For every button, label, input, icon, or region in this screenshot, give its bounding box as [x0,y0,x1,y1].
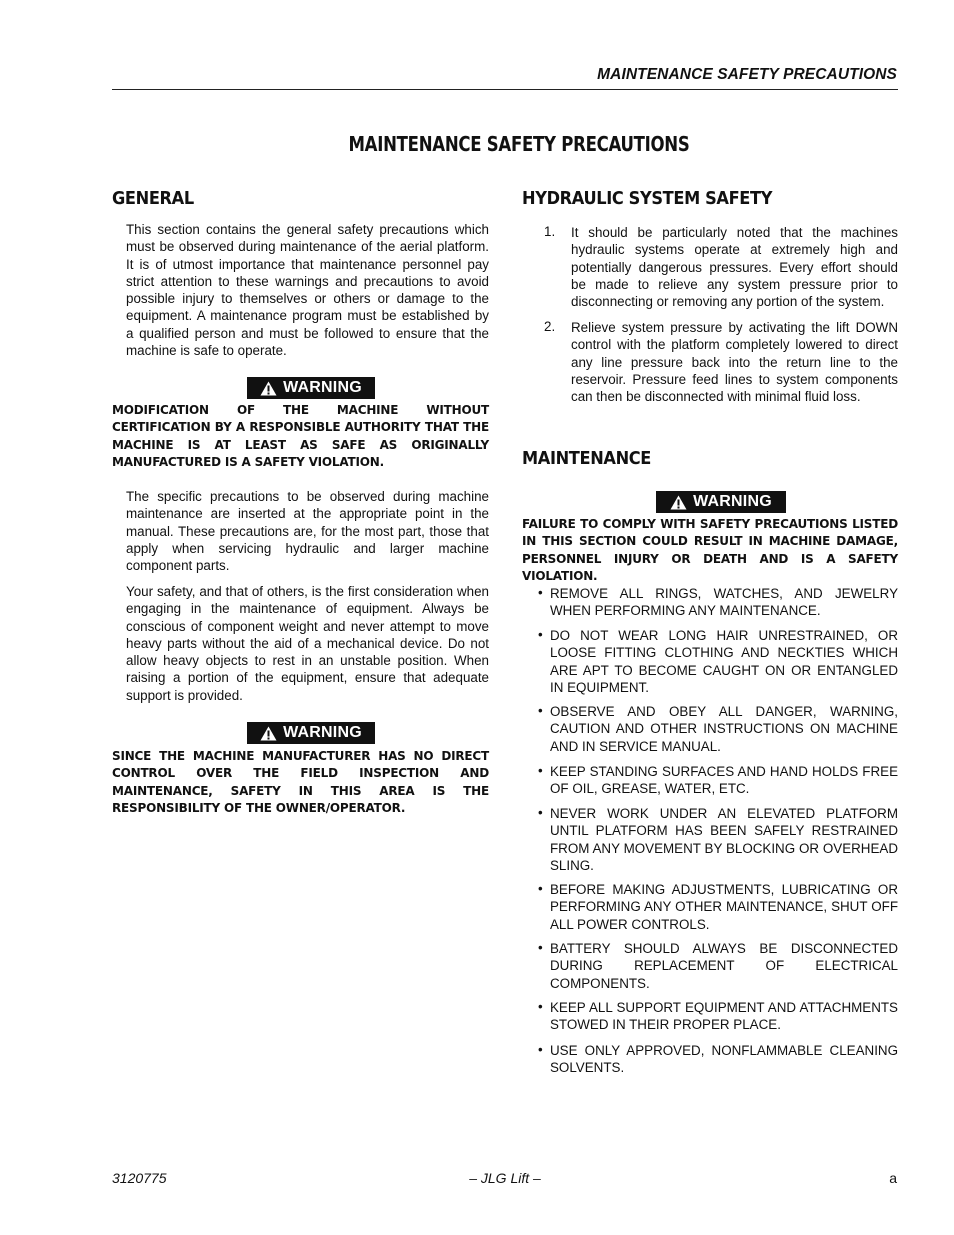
warning-badge-2 [247,722,375,744]
list-item-text: REMOVE ALL RINGS, WATCHES, AND JEWELRY WHEN PERFORMING ANY MAINTENANCE. [550,586,898,619]
list-item-text: KEEP STANDING SURFACES AND HAND HOLDS FREE OF OIL, GREASE, WATER, ETC. [550,764,898,797]
list-item-text: Relieve system pressure by activating the lift DOWN control with the platform completely lowered to direct any line pressure back into the return line to the reservoir. Pressure feed lines to system components can then be disconnected with minimal fluid loss. [571,320,898,405]
maintenance-heading: MAINTENANCE [522,448,652,469]
running-header-title: MAINTENANCE SAFETY PRECAUTIONS [597,66,897,83]
warning-triangle-icon [260,381,277,396]
warning-triangle-icon [670,495,687,510]
header-rule [112,89,898,90]
warning-label: WARNING [693,493,772,510]
bullet-mark: • [538,1042,543,1057]
bullet-mark: • [538,763,543,778]
list-item-number: 2. [544,319,556,334]
general-intro-paragraph: This section contains the general safety precautions which must be observed during maintenance of the aerial platform. It is of utmost importance that maintenance personnel pay strict attention to these warnings and precautions to avoid possible injury to themselves or others or damage to the equipment. A maintenance program must be established by a qualified person and must be followed to ensure that the machine is safe to operate. [126,222,489,359]
footer-page-number: a [889,1170,897,1186]
bullet-mark: • [538,940,543,955]
bullet-mark: • [538,881,543,896]
list-item-text: KEEP ALL SUPPORT EQUIPMENT AND ATTACHMENTS STOWED IN THEIR PROPER PLACE. [550,1000,898,1033]
list-item-text: NEVER WORK UNDER AN ELEVATED PLATFORM UNTIL PLATFORM HAS BEEN SAFELY RESTRAINED FROM ANY MOVEMENT BY BLOCKING OR OVERHEAD SLING. [550,806,898,873]
bullet-mark: • [538,627,543,642]
bullet-mark: • [538,999,543,1014]
page-title: MAINTENANCE SAFETY PRECAUTIONS [348,132,690,156]
your-safety-paragraph: Your safety, and that of others, is the first consideration when engaging in the maintenance of equipment. Always be conscious of component weight and never attempt to move heavy parts without the aid of a mechanical device. Do not allow heavy objects to rest in an unstable position. When raising a portion of the equipment, ensure that adequate support is provided. [126,584,489,703]
warning-badge-1 [247,377,375,399]
bullet-mark: • [538,805,543,820]
list-item-text: It should be particularly noted that the machines hydraulic systems operate at extremely high and potentially dangerous pressures. Every effort should be made to relieve any system pressure prior to disconnecting or removing any portion of the system. [571,225,898,310]
list-item-number: 1. [544,224,556,239]
bullet-mark: • [538,585,543,600]
warning-text-1: MODIFICATION OF THE MACHINE WITHOUT CERTIFICATION BY A RESPONSIBLE AUTHORITY THAT THE MACHINE IS AT LEAST AS SAFE AS ORIGINALLY MANUFACTURED IS A SAFETY VIOLATION. [112,403,489,470]
hydraulic-heading: HYDRAULIC SYSTEM SAFETY [522,188,773,209]
list-item-text: BATTERY SHOULD ALWAYS BE DISCONNECTED DURING REPLACEMENT OF ELECTRICAL COMPONENTS. [550,941,898,991]
bullet-mark: • [538,703,543,718]
specific-precautions-paragraph: The specific precautions to be observed during machine maintenance are inserted at the appropriate point in the manual. These precautions are, for the most part, those that apply when servicing hydraulic and larger machine component parts. [126,489,489,574]
general-heading: GENERAL [112,188,194,209]
warning-triangle-icon [260,726,277,741]
warning-badge-3 [656,491,786,513]
list-item-text: USE ONLY APPROVED, NONFLAMMABLE CLEANING SOLVENTS. [550,1043,898,1076]
list-item-text: OBSERVE AND OBEY ALL DANGER, WARNING, CAUTION AND OTHER INSTRUCTIONS ON MACHINE AND IN SERVICE MANUAL. [550,704,898,754]
warning-label: WARNING [283,379,362,396]
warning-text-2: SINCE THE MACHINE MANUFACTURER HAS NO DIRECT CONTROL OVER THE FIELD INSPECTION AND MAINTENANCE, SAFETY IN THIS AREA IS THE RESPONSIBILITY OF THE OWNER/OPERATOR. [112,749,489,816]
warning-text-3: FAILURE TO COMPLY WITH SAFETY PRECAUTIONS LISTED IN THIS SECTION COULD RESULT IN MACHINE DAMAGE, PERSONNEL INJURY OR DEATH AND IS A SAFETY VIOLATION. [522,517,898,584]
list-item-text: DO NOT WEAR LONG HAIR UNRESTRAINED, OR LOOSE FITTING CLOTHING AND NECKTIES WHICH ARE APT TO BECOME CAUGHT ON OR ENTANGLED IN EQUIPMENT. [550,628,898,695]
footer-doc-number: 3120775 [112,1170,167,1186]
warning-label: WARNING [283,724,362,741]
list-item-text: BEFORE MAKING ADJUSTMENTS, LUBRICATING OR PERFORMING ANY OTHER MAINTENANCE, SHUT OFF ALL POWER CONTROLS. [550,882,898,932]
footer-publisher: – JLG Lift – [469,1170,541,1186]
